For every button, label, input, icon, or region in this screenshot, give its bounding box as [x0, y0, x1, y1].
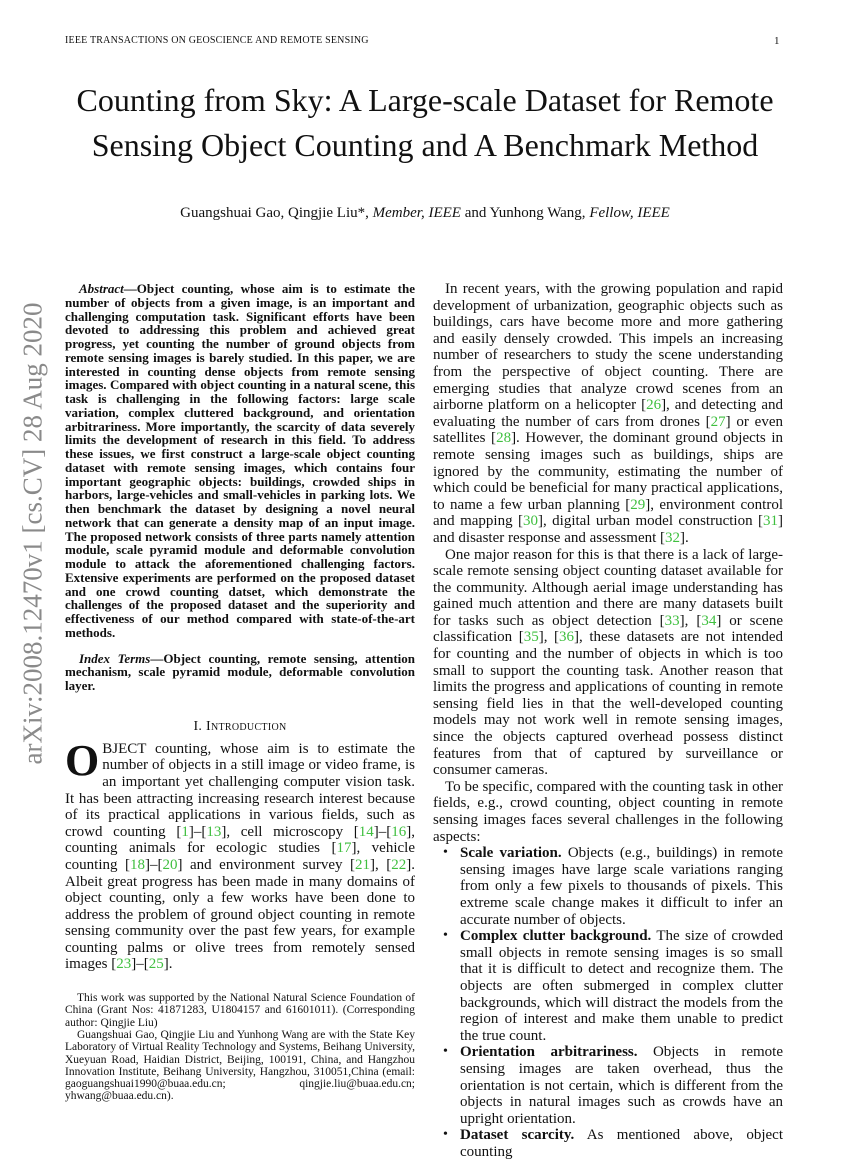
item-heading: Complex clutter background. [460, 928, 652, 945]
paragraph: One major reason for this is that there is a lack of large-scale remote sensing object counting dataset available for the community. Although aerial image understanding has gained much attention and there are many datasets built for tasks such as object detection [33], [34] or scene classification [35], [36], these datasets are not intended for counting and the number of objects in which is too small to support the counting task. Another reason that limits the progress and applications of counting in remote sensing field lies in that the well-developed counting models may not work well in remote sensing images, since the objects captured overhead possess distinct features from that of captured by surveillance or consumer cameras. [433, 546, 783, 779]
footnote-affiliation: Guangshuai Gao, Qingjie Liu and Yunhong Wang are with the State Key Laboratory of Virtual Reality Technology and Systems, Beihang University, Xueyuan Road, Haidian District, Beijing, 100191, China, and Hangzhou Innovation Institute, Beihang University, Hangzhou, 310051,China (email: gaoguangshuai1990@buaa.edu.cn; qingjie.liu@buaa.edu.cn; yhwang@buaa.edu.cn). [65, 1028, 415, 1103]
citation-link[interactable]: 29 [630, 496, 646, 513]
citation-link[interactable]: 20 [162, 856, 178, 873]
item-heading: Orientation arbitrariness. [460, 1044, 638, 1061]
citation-link[interactable]: 31 [762, 513, 778, 530]
paragraph-text: BJECT counting, whose aim is to estimate the number of objects in a still image or video frame, is an important yet challenging computer vision task. It has been attracting increasing research interest because of its practical applications in various fields, such as crowd counting [1]–[13], cell microscopy [14]–[16], counting animals for ecologic studies [17], vehicle counting [18]–[20] and environment survey [21], [22]. Albeit great progress has been made in many domains of object counting, only a few works have been done to address the problem of ground object counting in remote sensing community over the past few years, for example counting palms or olive trees from remotely sensed images [23]–[25]. [65, 740, 416, 973]
abstract [65, 282, 415, 640]
paragraph [65, 735, 416, 973]
citation-link[interactable]: 14 [358, 823, 374, 840]
citation-link[interactable]: 1 [181, 823, 189, 840]
citation-link[interactable]: 27 [710, 413, 726, 430]
item-text: As mentioned above, object counting [460, 1127, 783, 1160]
citation-link[interactable]: 16 [391, 823, 407, 840]
paragraph: To be specific, compared with the counting task in other fields, e.g., crowd counting, object counting in remote sensing images faces several challenges in the following aspects: [433, 778, 783, 845]
author-names: and Yunhong Wang, [460, 205, 590, 221]
footnotes [65, 992, 415, 1103]
drop-cap: O [65, 735, 100, 785]
author-role: Member, IEEE [372, 205, 461, 221]
author-names: Guangshuai Gao, Qingjie Liu*, [180, 205, 373, 221]
index-terms-text: —Object counting, remote sensing, attention mechanism, scale pyramid module, deformable convolution layer. [65, 650, 415, 693]
right-column [433, 281, 783, 1160]
citation-link[interactable]: 34 [701, 612, 717, 629]
item-heading: Dataset scarcity. [460, 1127, 575, 1144]
citation-link[interactable]: 21 [354, 856, 370, 873]
author-line [60, 205, 790, 222]
list-item [460, 1044, 783, 1127]
arxiv-stamp: arXiv:2008.12470v1 [cs.CV] 28 Aug 2020 [17, 302, 48, 765]
left-column [65, 282, 415, 1103]
section-heading: I. Introduction [193, 718, 287, 734]
index-terms [65, 652, 415, 693]
list-item [460, 1127, 783, 1160]
citation-link[interactable]: 28 [496, 430, 512, 447]
paragraph: In recent years, with the growing population and rapid development of urbanization, geographic objects such as buildings, cars have become more and more gathering and easily densely crowded. This impels an increasing number of researchers to study the scene understanding from the perspective of object counting. There are emerging studies that analyze crowd scenes from an airborne platform on a helicopter [26], and detecting and evaluating the number of cars from drones [27] or even satellites [28]. However, the dominant ground objects in remote sensing images such as buildings, ships are ignored by the community, estimating the number of which could be beneficial for many practical applications, to name a few urban planning [29], environment control and mapping [30], digital urban model construction [31] and disaster response and assessment [32]. [433, 281, 784, 546]
citation-link[interactable]: 26 [646, 397, 662, 414]
page-number: 1 [774, 35, 780, 47]
citation-link[interactable]: 18 [130, 856, 145, 873]
challenge-list [433, 845, 783, 1160]
list-item [460, 928, 783, 1044]
footnote-funding: This work was supported by the National Natural Science Foundation of China (Grant Nos: 41871283, U1804157 and 61601011). (Corresponding author: Qingjie Liu) [65, 992, 415, 1029]
citation-link[interactable]: 36 [559, 629, 575, 646]
citation-link[interactable]: 17 [336, 840, 352, 857]
citation-link[interactable]: 22 [391, 856, 407, 873]
citation-link[interactable]: 30 [523, 513, 538, 530]
citation-link[interactable]: 33 [664, 612, 680, 629]
item-heading: Scale variation. [460, 845, 562, 862]
citation-link[interactable]: 25 [148, 956, 164, 973]
abstract-text: —Object counting, whose aim is to estimate the number of objects from a given image, is an important and challenging computation task. Significant efforts have been devoted to addressing this problem and achieved great progress, yet counting the number of ground objects from remote sensing images is barely studied. In this paper, we are interested in counting dense objects from remote sensing images. Compared with object counting in a natural scene, this task is challenging in the following factors: large scale variation, complex cluttered background, and orientation arbitrariness. More importantly, the scarcity of data severely limits the development of research in this field. To address these issues, we first construct a large-scale object counting dataset with remote sensing images, which contains four important geographic objects: buildings, crowded ships in harbors, large-vehicles and small-vehicles in parking lots. We then benchmark the dataset by designing a novel neural network that can generate a density map of an input image. The proposed network consists of three parts namely attention module, scale pyramid module and deformable convolution module to attack the aforementioned challenging factors. Extensive experiments are performed on the proposed dataset and one crowd counting datset, which demonstrate the challenges of the proposed dataset and the superiority and effectiveness of our method compared with state-of-the-art methods. [65, 281, 415, 640]
item-text: The size of crowded small objects in remote sensing images is so small that it is difficult to detect and recognize them. The objects are often submerged in complex clutter backgrounds, which will distract the models from the region of interest and make them unable to predict the true count. [460, 928, 783, 1044]
citation-link[interactable]: 23 [116, 956, 132, 973]
paper-title: Counting from Sky: A Large-scale Dataset for Remote Sensing Object Counting and A Benchmark Method [76, 82, 774, 163]
list-item [460, 845, 783, 928]
abstract-label: Abstract [79, 281, 124, 296]
item-text: Objects (e.g., buildings) in remote sensing images have large scale variations ranging from only a few pixels to thousands of pixels. This extreme scale change makes it difficult to infer an accurate number of objects. [460, 845, 783, 928]
item-text: Objects in remote sensing images are taken overhead, thus the orientation is not certain, which is different from the objects in natural images such as crowds have an upright orientation. [460, 1044, 783, 1127]
citation-link[interactable]: 35 [523, 629, 539, 646]
running-head: IEEE TRANSACTIONS ON GEOSCIENCE AND REMOTE SENSING [65, 35, 369, 46]
citation-link[interactable]: 32 [665, 529, 681, 546]
author-role: Fellow, IEEE [589, 205, 670, 221]
citation-link[interactable]: 13 [206, 823, 222, 840]
index-terms-label: Index Terms [79, 650, 151, 666]
